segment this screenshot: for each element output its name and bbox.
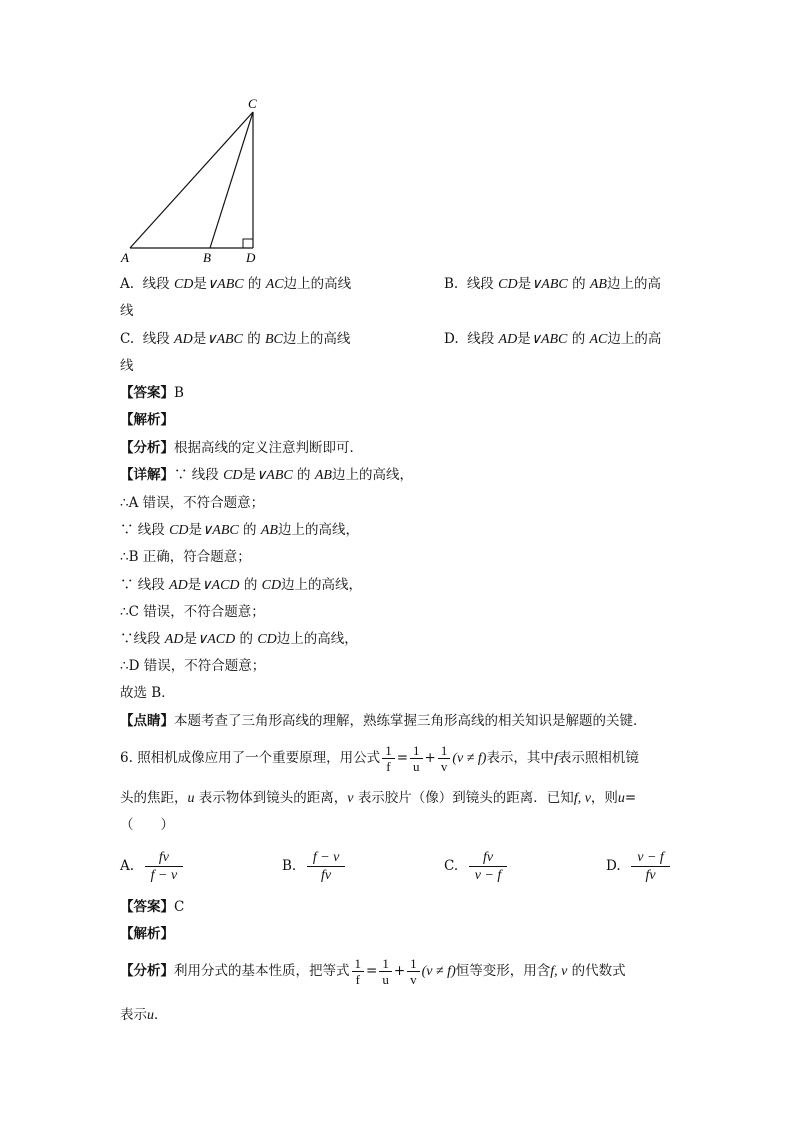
triangle-figure bbox=[0, 0, 794, 280]
fenxi-2-line-1: 【分析】利用分式的基本性质，把等式 $\frac{1}{f}$ = $\frac{1}{u}$ + $\frac{1}{v}$ (v ≠ f)恒等变形，用含f, v 的代数式 bbox=[120, 956, 626, 987]
detail-line-8: ∴D 错误，不符合题意； bbox=[120, 658, 266, 674]
detail-line-1: 【详解】∵ 线段 CD是∨ABC 的 AB边上的高线， bbox=[120, 467, 413, 483]
segment-CB bbox=[210, 112, 253, 248]
label-C: C bbox=[248, 96, 257, 111]
answer-1: 【答案】B bbox=[120, 385, 184, 401]
jiexi-2: 【解析】 bbox=[120, 926, 174, 942]
frac-1-over-f: $\frac{1}{f}$ bbox=[382, 743, 395, 774]
q6-line-3: （ ） bbox=[120, 817, 174, 833]
option-1-D-wrap: 线 bbox=[120, 358, 134, 374]
detail-line-9: 故选 B． bbox=[120, 685, 175, 701]
detail-line-5: ∵ 线段 AD是∨ACD 的 CD边上的高线， bbox=[120, 577, 363, 593]
detail-line-6: ∴C 错误，不符合题意； bbox=[120, 604, 265, 620]
option-2-D: D. $\frac{v - f}{fv}$ bbox=[606, 846, 672, 886]
option-2-C: C. $\frac{fv}{v - f}$ bbox=[444, 846, 509, 886]
fenxi-1: 【分析】根据高线的定义注意判断即可． bbox=[120, 440, 363, 456]
detail-line-3: ∵ 线段 CD是∨ABC 的 AB边上的高线， bbox=[120, 522, 359, 538]
option-1-B: B. 线段 CD是∨ABC 的 AB边上的高 bbox=[444, 276, 661, 292]
answer-2: 【答案】C bbox=[120, 899, 185, 915]
right-angle-mark bbox=[243, 239, 253, 248]
detail-line-2: ∴A 错误，不符合题意； bbox=[120, 495, 265, 511]
detail-line-4: ∴B 正确，符合题意； bbox=[120, 549, 251, 565]
frac-1-over-u: $\frac{1}{u}$ bbox=[410, 743, 423, 774]
q6-line-2: 头的焦距，u 表示物体到镜头的距离，v 表示胶片（像）到镜头的距离．已知f, v，则u= bbox=[120, 790, 637, 806]
jiexi-1: 【解析】 bbox=[120, 412, 174, 428]
option-2-B: B. $\frac{f - v}{fv}$ bbox=[282, 846, 347, 886]
label-A: A bbox=[121, 250, 129, 265]
dianjing: 【点睛】本题考查了三角形高线的理解，熟练掌握三角形高线的相关知识是解题的关键． bbox=[120, 713, 647, 729]
label-D: D bbox=[246, 250, 256, 265]
detail-line-7: ∵线段 AD是∨ACD 的 CD边上的高线， bbox=[120, 631, 358, 647]
segment-AC bbox=[130, 112, 253, 248]
option-1-A: A. 线段 CD是∨ABC 的 AC边上的高线 bbox=[120, 276, 352, 292]
option-1-C: C. 线段 AD是∨ABC 的 BC边上的高线 bbox=[120, 331, 351, 347]
label-B: B bbox=[203, 250, 211, 265]
option-1-D: D. 线段 AD是∨ABC 的 AC边上的高 bbox=[444, 331, 662, 347]
frac-1-over-v: $\frac{1}{v}$ bbox=[438, 743, 451, 774]
option-1-B-wrap: 线 bbox=[120, 303, 134, 319]
fenxi-2-line-2: 表示u． bbox=[120, 1007, 168, 1023]
q6-line-1: 6. 照相机成像应用了一个重要原理，用公式 $\frac{1}{f}$ = $\frac{1}{u}$ + $\frac{1}{v}$ (v ≠ f)表示，其中f表示照相机镜 bbox=[120, 743, 639, 774]
option-2-A: A. $\frac{fv}{f - v}$ bbox=[120, 846, 185, 886]
